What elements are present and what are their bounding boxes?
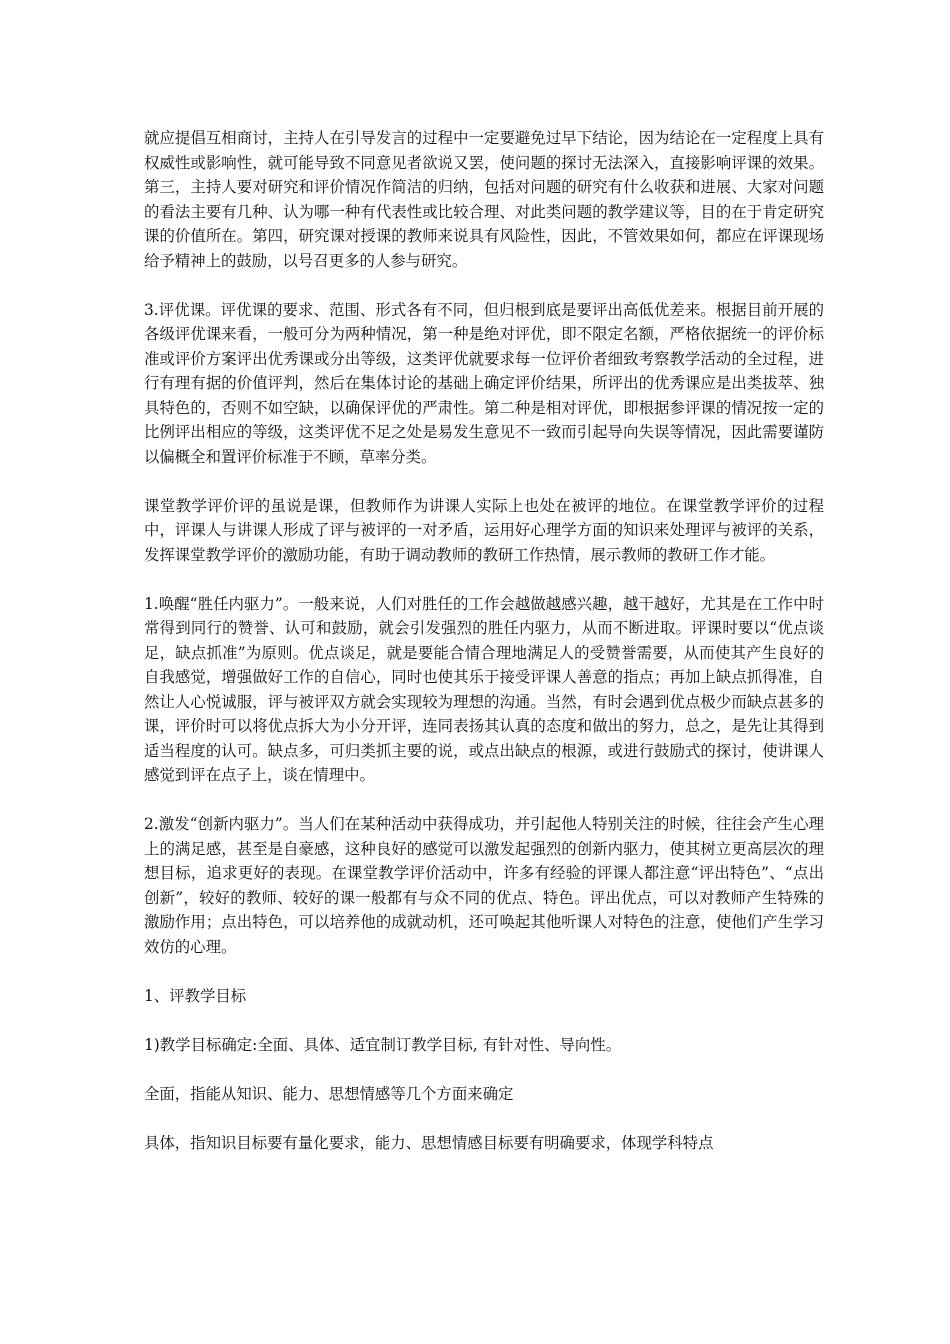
document-page: [144, 126, 824, 1180]
paragraph-award-class-evaluation: 3.评优课。评优课的要求、范围、形式各有不同，但归根到底是要评出高低优差来。根据目前开展的各级评优课来看，一般可分为两种情况，第一种是绝对评优，即不限定名额，严格依据统一的评价标准或评价方案评出优秀课或分出等级，这类评优就要求每一位评价者细致考察教学活动的全过程，进行有理有据的价值评判，然后在集体讨论的基础上确定评价结果，所评出的优秀课应是出类拔萃、独具特色的，否则不如空缺，以确保评优的严肃性。第二种是相对评优，即根据参评课的情况按一定的比例评出相应的等级，这类评优不足之处是易发生意见不一致而引起导向失误等情况，因此需要谨防以偏概全和置评价标准于不顾，草率分类。: [144, 300, 824, 466]
paragraph-comprehensive: 全面，指能从知识、能力、思想情感等几个方面来确定: [144, 1084, 514, 1103]
heading-evaluate-teaching-goals: 1、评教学目标: [144, 986, 247, 1005]
paragraph-goal-setting: 1)教学目标确定:全面、具体、适宜制订教学目标, 有针对性、导向性。: [144, 1035, 622, 1054]
paragraph-teacher-evaluated-role: 课堂教学评价评的虽说是课，但教师作为讲课人实际上也处在被评的地位。在课堂教学评价的过程中，评课人与讲课人形成了评与被评的一对矛盾，运用好心理学方面的知识来处理评与被评的关系，发挥课堂教学评价的激励功能，有助于调动教师的教研工作热情，展示教师的教研工作才能。: [144, 496, 824, 564]
paragraph-specific: 具体，指知识目标要有量化要求，能力、思想情感目标要有明确要求，体现学科特点: [144, 1133, 714, 1152]
paragraph-research-class-discussion: 就应提倡互相商讨，主持人在引导发言的过程中一定要避免过早下结论，因为结论在一定程度上具有权威性或影响性，就可能导致不同意见者欲说又罢，使问题的探讨无法深入，直接影响评课的效果。第三，主持人要对研究和评价情况作简洁的归纳，包括对问题的研究有什么收获和进展、大家对问题的看法主要有几种、认为哪一种有代表性或比较合理、对此类问题的教学建议等，目的在于肯定研究课的价值所在。第四，研究课对授课的教师来说具有风险性，因此，不管效果如何，都应在评课现场给予精神上的鼓励，以号召更多的人参与研究。: [144, 129, 824, 270]
paragraph-competence-drive: 1.唤醒“胜任内驱力”。一般来说，人们对胜任的工作会越做越感兴趣，越干越好，尤其是在工作中时常得到同行的赞誉、认可和鼓励，就会引发强烈的胜任内驱力，从而不断进取。评课时要以“优点谈足，缺点抓准”为原则。优点谈足，就是要能合情合理地满足人的受赞誉需要，从而使其产生良好的自我感觉，增强做好工作的自信心，同时也使其乐于接受评课人善意的指点；再加上缺点抓得准，自然让人心悦诚服，评与被评双方就会实现较为理想的沟通。当然，有时会遇到优点极少而缺点甚多的课，评价时可以将优点拆大为小分开评，连同表扬其认真的态度和做出的努力，总之，是先让其得到适当程度的认可。缺点多，可归类抓主要的说，或点出缺点的根源，或进行鼓励式的探讨，使讲课人感觉到评在点子上，谈在情理中。: [144, 594, 824, 784]
paragraph-innovation-drive: 2.激发“创新内驱力”。当人们在某种活动中获得成功，并引起他人特别关注的时候，往往会产生心理上的满足感，甚至是自豪感，这种良好的感觉可以激发起强烈的创新内驱力，使其树立更高层次的理想目标，追求更好的表现。在课堂教学评价活动中，许多有经验的评课人都注意“评出特色”、“点出创新”，较好的教师、较好的课一般都有与众不同的优点、特色。评出优点，可以对教师产生特殊的激励作用；点出特色，可以培养他的成就动机，还可唤起其他听课人对特色的注意，使他们产生学习效仿的心理。: [144, 815, 824, 956]
